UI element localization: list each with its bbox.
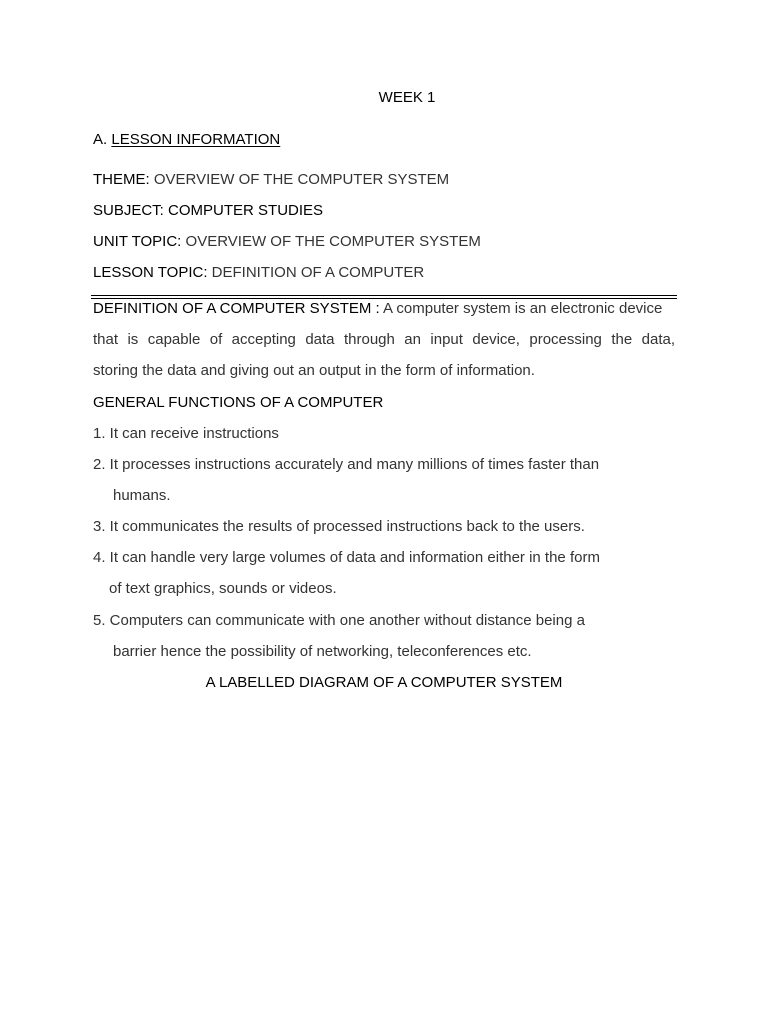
definition-line-1 [93, 300, 662, 318]
list-item: 5. Computers can communicate with one another without distance being a [93, 612, 585, 629]
week-heading: WEEK 1 [378, 89, 436, 106]
list-item-continuation: of text graphics, sounds or videos. [109, 580, 337, 597]
list-item-continuation: humans. [113, 487, 171, 504]
subject-label: SUBJECT: [93, 202, 164, 219]
lesson-topic-line [93, 264, 424, 282]
section-heading [93, 131, 280, 149]
unit-topic-value: OVERVIEW OF THE COMPUTER SYSTEM [185, 233, 481, 250]
section-prefix: A. [93, 131, 108, 148]
list-item: 3. It communicates the results of processed instructions back to the users. [93, 518, 585, 535]
unit-topic-label: UNIT TOPIC: [93, 233, 182, 250]
theme-label: THEME: [93, 171, 150, 188]
lesson-topic-label: LESSON TOPIC: [93, 264, 208, 281]
diagram-heading: A LABELLED DIAGRAM OF A COMPUTER SYSTEM [205, 674, 563, 691]
list-item: 2. It processes instructions accurately and many millions of times faster than [93, 456, 600, 473]
definition-text-3: storing the data and giving out an output in the form of information. [93, 362, 535, 379]
unit-topic-line [93, 233, 481, 251]
definition-label: DEFINITION OF A COMPUTER SYSTEM : [93, 300, 380, 317]
list-item-continuation: barrier hence the possibility of networking, teleconferences etc. [113, 643, 532, 660]
theme-value: OVERVIEW OF THE COMPUTER SYSTEM [153, 171, 450, 188]
definition-text-1: A computer system is an electronic device [383, 300, 663, 317]
subject-value: COMPUTER STUDIES [168, 202, 324, 219]
subject-line [93, 202, 323, 220]
theme-line [93, 171, 449, 189]
lesson-topic-value: DEFINITION OF A COMPUTER [211, 264, 425, 281]
divider-top [91, 295, 677, 296]
list-item: 4. It can handle very large volumes of data and information either in the form [93, 549, 600, 566]
list-item: 1. It can receive instructions [93, 425, 279, 442]
section-title: LESSON INFORMATION [111, 131, 281, 148]
definition-text-2: that is capable of accepting data through an input device, processing the data, [93, 331, 675, 348]
divider-bottom [91, 298, 677, 299]
functions-heading: GENERAL FUNCTIONS OF A COMPUTER [93, 394, 384, 411]
